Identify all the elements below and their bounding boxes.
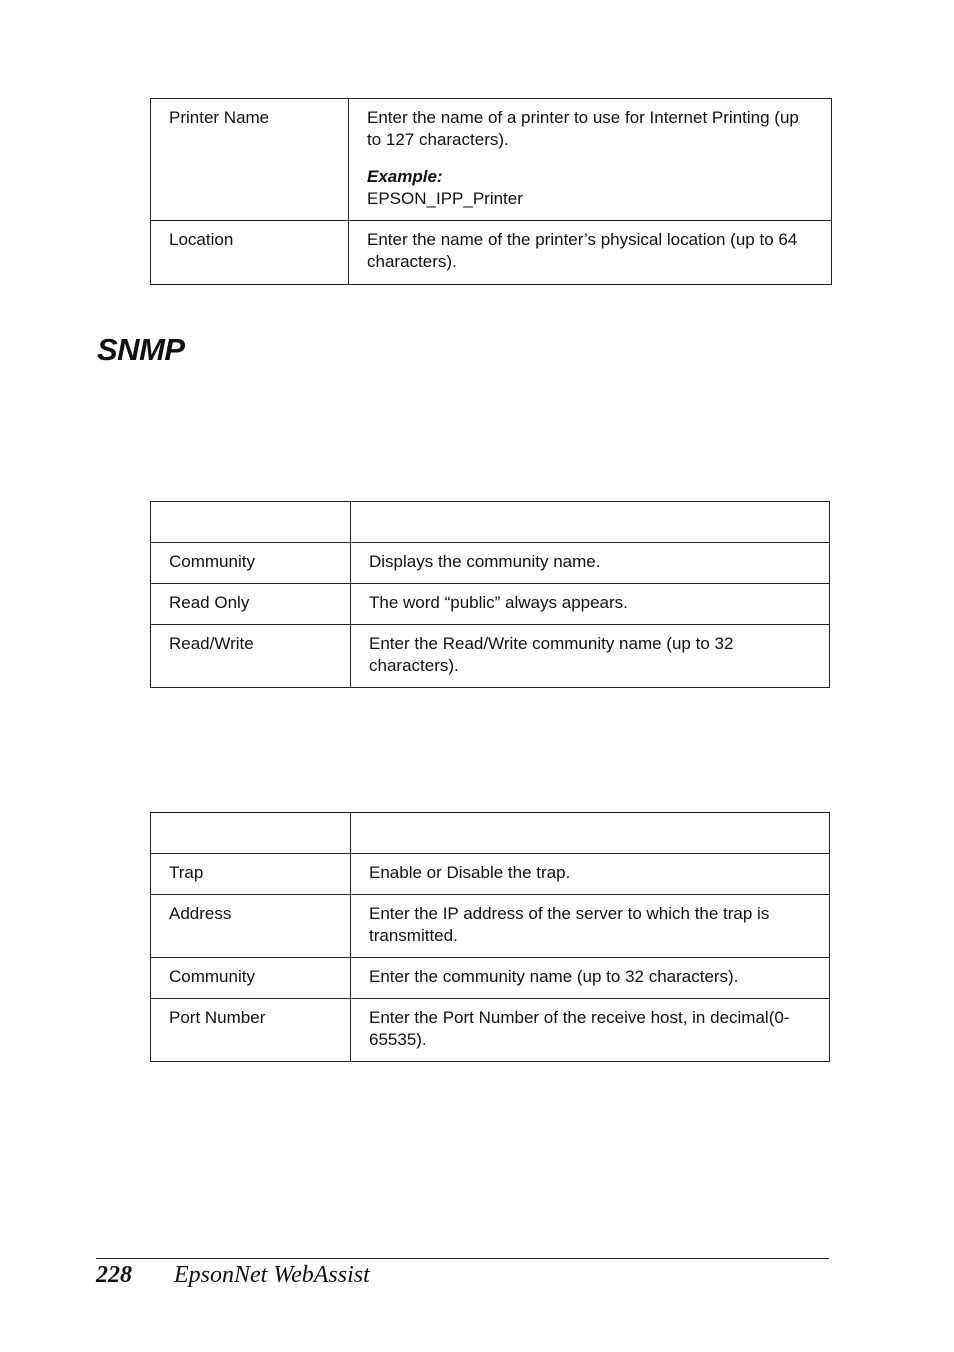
table-row — [151, 895, 830, 958]
setting-description: Enter the name of the printer’s physical location (up to 64 characters). — [349, 221, 832, 285]
ipp-settings-table — [150, 98, 832, 285]
setting-description: Enter the IP address of the server to which the trap is transmitted. — [351, 895, 830, 958]
table-row — [151, 999, 830, 1062]
setting-description: The word “public” always appears. — [351, 584, 830, 625]
example-label: Example: — [367, 167, 443, 186]
setting-description: Enable or Disable the trap. — [351, 854, 830, 895]
table-row — [151, 543, 830, 584]
trap-settings-table — [150, 812, 830, 1062]
description-text: Enter the name of a printer to use for Internet Printing (up to 127 characters). — [367, 108, 799, 149]
header-cell — [351, 502, 830, 543]
header-cell — [151, 502, 351, 543]
setting-description: Enter the community name (up to 32 characters). — [351, 958, 830, 999]
setting-label: Printer Name — [151, 99, 349, 221]
setting-label: Trap — [151, 854, 351, 895]
page-footer — [96, 1262, 370, 1289]
table-row — [151, 854, 830, 895]
table-row — [151, 99, 832, 221]
table-row — [151, 584, 830, 625]
header-cell — [351, 813, 830, 854]
community-settings-table — [150, 501, 830, 688]
table-header-row — [151, 813, 830, 854]
book-title: EpsonNet WebAssist — [174, 1262, 370, 1288]
table-header-row — [151, 502, 830, 543]
setting-label: Read/Write — [151, 625, 351, 688]
setting-label: Port Number — [151, 999, 351, 1062]
setting-description: Enter the Read/Write community name (up to 32 characters). — [351, 625, 830, 688]
section-title: SNMP — [97, 332, 185, 367]
setting-label: Location — [151, 221, 349, 285]
footer-divider — [96, 1258, 829, 1259]
table-row — [151, 958, 830, 999]
table-row — [151, 221, 832, 285]
setting-description: Enter the Port Number of the receive host, in decimal(0-65535). — [351, 999, 830, 1062]
setting-label: Community — [151, 958, 351, 999]
setting-description: Displays the community name. — [351, 543, 830, 584]
setting-label: Read Only — [151, 584, 351, 625]
page-number: 228 — [96, 1262, 132, 1288]
setting-description — [349, 99, 832, 221]
setting-label: Community — [151, 543, 351, 584]
setting-label: Address — [151, 895, 351, 958]
table-row — [151, 625, 830, 688]
header-cell — [151, 813, 351, 854]
example-value: EPSON_IPP_Printer — [367, 189, 523, 208]
